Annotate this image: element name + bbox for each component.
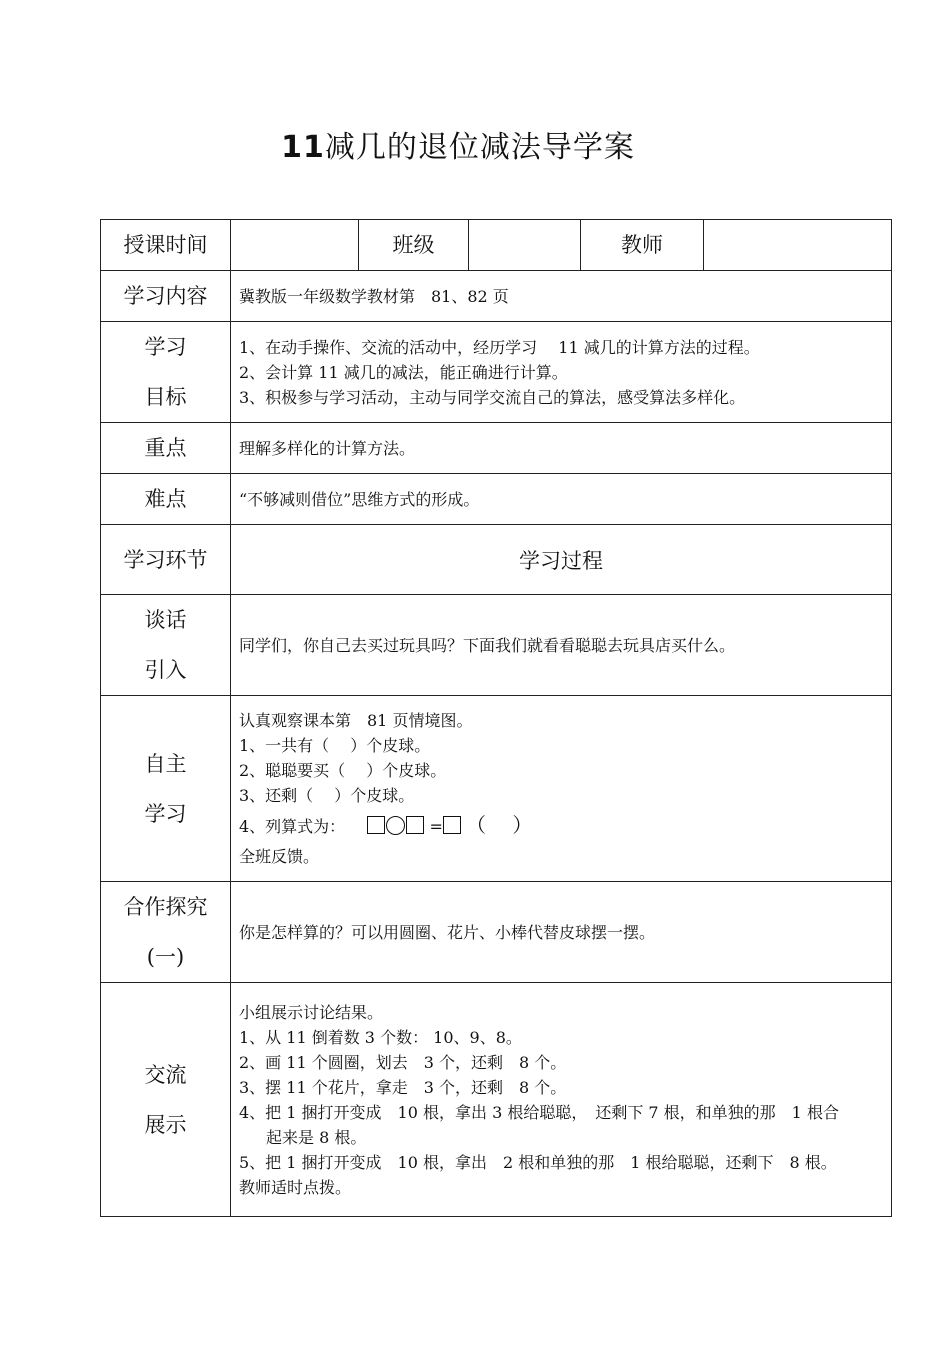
goal-item: 3、积极参与学习活动，主动与同学交流自己的算法，感受算法多样化。 [239, 387, 746, 407]
exchange-line: 2、画 11 个圆圈，划去 3 个，还剩 8 个。 [239, 1052, 567, 1072]
exchange-line: 4、把 1 捆打开变成 10 根，拿出 3 根给聪聪， 还剩下 7 根，和单独的那 1 根合 [239, 1102, 839, 1122]
teacher-value-cell [704, 220, 892, 271]
goals-label-line-2: 目标 [144, 385, 187, 409]
answer-box-icon [443, 816, 461, 834]
self-study-line: 认真观察课本第 81 页情境图。 [239, 711, 473, 730]
intro-text: 同学们，你自己去买过玩具吗？下面我们就看看聪聪去玩具店买什么。 [231, 595, 892, 696]
exchange-line: 小组展示讨论结果。 [239, 1002, 384, 1022]
exchange-label [101, 983, 231, 1217]
exchange-text [231, 983, 892, 1217]
title-number: 11 [281, 130, 325, 165]
intro-label-line-2: 引入 [144, 658, 187, 682]
self-study-text [231, 696, 892, 882]
exchange-line: 5、把 1 捆打开变成 10 根，拿出 2 根和单独的那 1 根给聪聪，还剩下 8 根。 [239, 1152, 837, 1172]
content-label: 学习内容 [101, 271, 231, 322]
unit-paren: （ ） [465, 813, 533, 837]
exchange-line-continued: 起来是 8 根。 [266, 1127, 367, 1147]
difficulty-row [101, 474, 892, 525]
coop-label-line-1: 合作探究 [123, 895, 208, 919]
formula-line [239, 808, 891, 844]
formula-equals: = [429, 817, 443, 836]
teacher-label: 教师 [581, 220, 704, 271]
answer-box-icon [406, 816, 424, 834]
key-point-label: 重点 [101, 423, 231, 474]
coop-text: 你是怎样算的？可以用圆圈、花片、小棒代替皮球摆一摆。 [231, 882, 892, 983]
content-text: 冀教版一年级数学教材第 81、82 页 [231, 271, 892, 322]
class-label: 班级 [359, 220, 469, 271]
goals-label [101, 322, 231, 423]
difficulty-text: “不够减则借位”思维方式的形成。 [231, 474, 892, 525]
formula-label: 4、列算式为： [239, 817, 346, 836]
intro-label [101, 595, 231, 696]
self-study-line: 3、还剩（ ）个皮球。 [239, 786, 415, 805]
time-value-cell [231, 220, 359, 271]
exchange-row [101, 983, 892, 1217]
operator-circle-icon [386, 816, 405, 835]
self-study-row [101, 696, 892, 882]
self-study-label-line-2: 学习 [144, 801, 187, 826]
intro-label-line-1: 谈话 [144, 608, 187, 632]
key-point-text: 理解多样化的计算方法。 [231, 423, 892, 474]
goals-row [101, 322, 892, 423]
self-study-line: 2、聪聪要买（ ）个皮球。 [239, 761, 447, 780]
difficulty-label: 难点 [101, 474, 231, 525]
coop-label-line-2: (一) [146, 945, 185, 969]
lesson-plan-table [100, 219, 892, 1217]
self-study-label [101, 696, 231, 882]
goals-text [231, 322, 892, 423]
section-header-row [101, 525, 892, 595]
stage-header: 学习环节 [101, 525, 231, 595]
answer-box-icon [367, 816, 385, 834]
exchange-line: 3、摆 11 个花片，拿走 3 个，还剩 8 个。 [239, 1077, 567, 1097]
key-point-row [101, 423, 892, 474]
title-text: 减几的退位减法导学案 [324, 130, 635, 165]
class-value-cell [469, 220, 581, 271]
exchange-line: 教师适时点拨。 [239, 1177, 352, 1197]
exchange-label-line-2: 展示 [144, 1112, 187, 1137]
exchange-label-line-1: 交流 [144, 1062, 187, 1087]
goals-label-line-1: 学习 [144, 335, 187, 359]
self-study-label-line-1: 自主 [144, 751, 187, 776]
process-header: 学习过程 [231, 525, 892, 595]
exchange-line: 1、从 11 倒着数 3 个数： 10、9、8。 [239, 1027, 522, 1047]
header-row [101, 220, 892, 271]
goal-item: 2、会计算 11 减几的减法，能正确进行计算。 [239, 362, 568, 382]
goal-item: 1、在动手操作、交流的活动中，经历学习 11 减几的计算方法的过程。 [239, 337, 760, 357]
coop-label [101, 882, 231, 983]
time-label: 授课时间 [101, 220, 231, 271]
intro-row [101, 595, 892, 696]
self-study-line: 1、一共有（ ）个皮球。 [239, 736, 431, 755]
content-row [101, 271, 892, 322]
page-title [0, 126, 916, 170]
coop-row [101, 882, 892, 983]
self-study-closing: 全班反馈。 [239, 847, 320, 866]
